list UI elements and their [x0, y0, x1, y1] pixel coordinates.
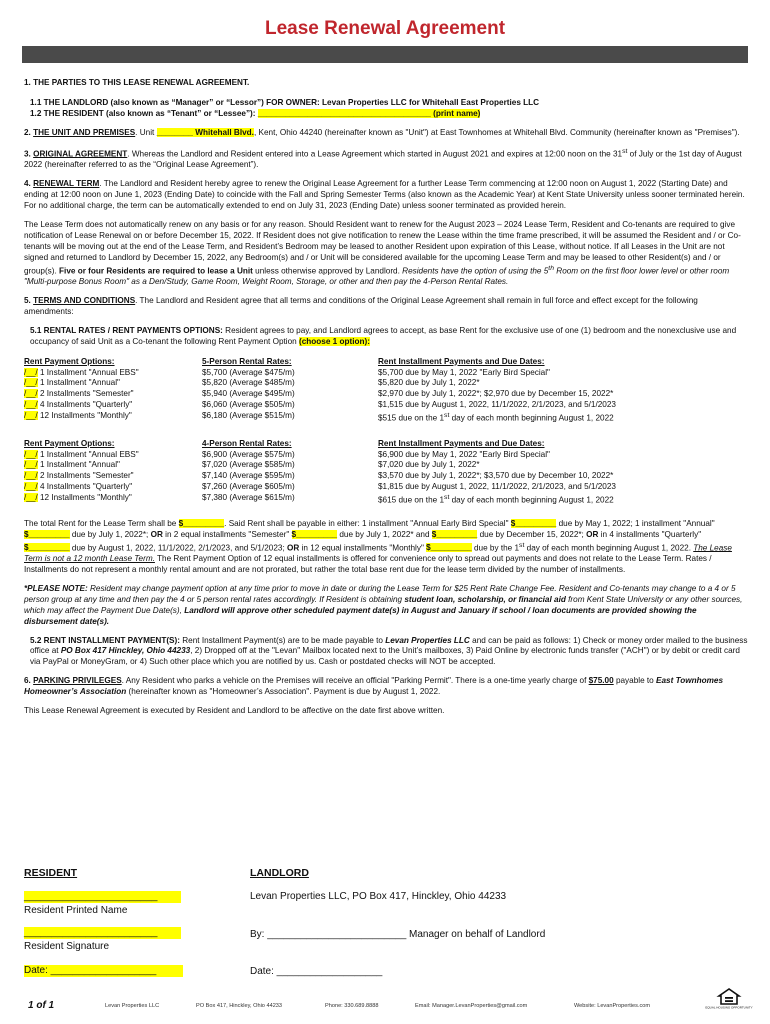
four-person-rate-table	[24, 439, 748, 515]
installment-cell: $2,970 due by July 1, 2022*; $2,970 due by December 15, 2022*	[378, 389, 614, 399]
rate-cell: $5,700 (Average $475/m)	[202, 367, 295, 377]
annual-ebs-blank[interactable]: $_________	[510, 518, 557, 528]
installment-cell: $1,815 due by August 1, 2022, 11/1/2022, 2/1/2023, and 5/1/2023	[378, 482, 616, 492]
installments5-header: Rent Installment Payments and Due Dates:	[378, 356, 545, 366]
page-title: Lease Renewal Agreement	[264, 18, 506, 39]
footer-email: Email: Manager.LevanProperties@gmail.com	[415, 1003, 528, 1009]
semester-blank-2[interactable]: $_________	[431, 529, 478, 539]
quarterly-blank[interactable]: $_________	[24, 543, 70, 553]
landlord-name: Levan Properties LLC, PO Box 417, Hinckley, Ohio 44233	[250, 891, 507, 902]
rates5-header: 5-Person Rental Rates:	[202, 356, 292, 366]
installment-cell: $6,900 due by May 1, 2022 "Early Bird Special"	[378, 449, 550, 459]
unit-blank[interactable]: ________ Whitehall Blvd.	[156, 127, 254, 137]
installments4-header: Rent Installment Payments and Due Dates:	[378, 438, 545, 448]
section-4-renewal-notice: The Lease Term does not automatically renew on any basis or for any reason. Should Resident want to renew for the August 2023 – 2024 Lease Term, Resident and Co-tenants are required to give notification of Lease Renewal on or before December 15, 2022. If Resident does not give notification to renew the Lease within the time frame prescribed, it will be assumed the Resident and / or Co-tenants will be moving out at the end of the Lease Term, and Resident’s Bedroom may be leased to another Resident upon expiration of this Lease, without notice. If all Leases in the Unit are not signed and returned to Landlord by December 15, 2022, any Bedroom(s) and / or Unit will be considered available for the upcoming Lease Term and may be leased to other Resident(s) and / or group(s). Five or four Residents are required to lease a Unit unless otherwise approved by Landlord. Residents have the option of using the 5th Room on the first floor lower level or other room "Multi-purpose Bonus Room" as a Den/Study, Game Room, Weight Room, Storage, or other and then pay the 4-Person Rental Rates.	[24, 219, 741, 287]
four-person-installments-column	[378, 439, 616, 504]
section-5-2: 5.2 RENT INSTALLMENT PAYMENT(S): Rent Installment Payment(s) are to be made payable to Levan Properties LLC and can be paid as follows: 1) Check or money order mailed to the business office at PO Box 417 Hinckley, Ohio 44233, 2) Dropped off at the "Levan" Mailbox located next to the Unit’s mailboxes, 3) Paid Online by electronic funds transfer ("ACH") or by debit or credit card via PayPal or MoneyGram, or 4) Such other place which you are notified by us. Cash or postdated checks will NOT be accepted.	[30, 635, 748, 667]
option-row[interactable]: /__/ 4 Installments "Quarterly"	[24, 482, 133, 492]
landlord-heading: LANDLORD	[250, 867, 309, 879]
payment-options-column	[24, 439, 139, 504]
resident-line: 1.2 THE RESIDENT (also known as “Tenant” or “Lessee”): ______________________________________ (print name)	[30, 108, 481, 118]
option-row[interactable]: /__/ 1 Installment "Annual"	[24, 378, 120, 388]
resident-printed-name-field[interactable]: ________________________	[24, 891, 181, 903]
printed-name-label: Resident Printed Name	[24, 905, 128, 916]
footer-website[interactable]: Website: LevanProperties.com	[574, 1003, 651, 1009]
option-row[interactable]: /__/ 4 Installments "Quarterly"	[24, 400, 133, 410]
option-row[interactable]: /__/ 2 Installments "Semester"	[24, 471, 134, 481]
footer-company: Levan Properties LLC	[105, 1003, 160, 1009]
section-4-heading: RENEWAL TERM	[33, 179, 100, 189]
option-row[interactable]: /__/ 12 Installments "Monthly"	[24, 411, 132, 421]
rate-cell: $6,180 (Average $515/m)	[202, 411, 295, 421]
four-person-rates-column	[202, 439, 295, 504]
options-header: Rent Payment Options:	[24, 356, 115, 366]
rate-cell: $5,940 (Average $495/m)	[202, 389, 295, 399]
resident-name-blank[interactable]: ______________________________________ (print name)	[257, 108, 481, 118]
section-6-heading: PARKING PRIVILEGES	[33, 676, 122, 686]
rate-cell: $7,140 (Average $595/m)	[202, 471, 295, 481]
installment-cell: $3,570 due by July 1, 2022*; $3,570 due by December 10, 2022*	[378, 471, 614, 481]
footer-address: PO Box 417, Hinckley, Ohio 44233	[196, 1003, 283, 1009]
section-6: 6. PARKING PRIVILEGES. Any Resident who parks a vehicle on the Premises will receive an official "Parking Permit". There is a one-time yearly charge of $75.00 payable to East Townhomes Homeowner’s Association (hereinafter known as "Homeowner’s Association". Payment is due by August 1, 2022.	[24, 676, 724, 697]
monthly-blank[interactable]: $_________	[426, 543, 472, 553]
rate-cell: $7,020 (Average $585/m)	[202, 460, 295, 470]
section-5-2-heading: 5.2 RENT INSTALLMENT PAYMENT(S):	[30, 635, 180, 645]
annual-blank[interactable]: $_________	[24, 529, 70, 539]
equal-housing-icon	[705, 988, 753, 1012]
option-row[interactable]: /__/ 1 Installment "Annual EBS"	[24, 367, 139, 377]
header-band	[22, 46, 748, 63]
option-row[interactable]: /__/ 12 Installments "Monthly"	[24, 493, 132, 503]
options-header: Rent Payment Options:	[24, 438, 115, 448]
installment-cell: $7,020 due by July 1, 2022*	[378, 460, 480, 470]
option-row[interactable]: /__/ 2 Installments "Semester"	[24, 389, 134, 399]
installment-cell: $5,820 due by July 1, 2022*	[378, 378, 480, 388]
option-row[interactable]: /__/ 1 Installment "Annual EBS"	[24, 449, 139, 459]
footer-phone: Phone: 330.689.8888	[325, 1003, 379, 1009]
rate-cell: $7,260 (Average $605/m)	[202, 482, 295, 492]
installment-cell: $1,515 due by August 1, 2022, 11/1/2022, 2/1/2023, and 5/1/2023	[378, 400, 616, 410]
total-rent-blank[interactable]: $_________	[178, 518, 225, 528]
section-5-1: 5.1 RENTAL RATES / RENT PAYMENTS OPTIONS: Resident agrees to pay, and Landlord agrees to accept, as base Rent for the exclusive use of one (1) bedroom and the nonexclusive use and occupancy of said Unit as a Co-tenant the following Rent Payment Option (choose 1 option):	[30, 325, 737, 346]
payment-options-column	[24, 357, 139, 422]
option-row[interactable]: /__/ 1 Installment "Annual"	[24, 460, 120, 470]
semester-blank-1[interactable]: $_________	[291, 529, 338, 539]
equal-housing-label: EQUAL HOUSING OPPORTUNITY	[705, 1005, 753, 1010]
section-5: 5. TERMS AND CONDITIONS. The Landlord and Resident agree that all terms and conditions of the Original Lease Agreement shall remain in full force and effect except for the following amendments:	[24, 296, 698, 316]
please-note: *PLEASE NOTE: Resident may change payment option at any time prior to move in date or during the Lease Term for $25 Rent Rate Change Fee. Resident and Co-tenants may change to a 4 or 5 person group at any time and then pay the 4 or 5 person rental rates accordingly. If Resident is obtaining student loan, scholarship, or financial aid from Kent State University or any other sources, which may affect the Payment Due Date(s), Landlord will approve other scheduled payment date(s) in August and January if school / loan documents are provided showing the disbursement date(s).	[24, 583, 743, 626]
rates4-header: 4-Person Rental Rates:	[202, 438, 292, 448]
document-body	[24, 78, 748, 717]
section-5-heading: TERMS AND CONDITIONS	[33, 296, 136, 306]
resident-signature-field[interactable]: ________________________	[24, 927, 181, 939]
installment-cell: $5,700 due by May 1, 2022 "Early Bird Special"	[378, 367, 550, 377]
section-1-heading: 1. THE PARTIES TO THIS LEASE RENEWAL AGREEMENT.	[24, 78, 250, 87]
five-person-installments-column	[378, 357, 616, 422]
rate-cell: $6,900 (Average $575/m)	[202, 449, 295, 459]
rate-cell: $5,820 (Average $485/m)	[202, 378, 295, 388]
landlord-line: 1.1 THE LANDLORD (also known as “Manager” or “Lessor”) FOR OWNER: Levan Properties LLC for Whitehall East Properties LLC	[30, 97, 540, 107]
total-rent-paragraph: The total Rent for the Lease Term shall be $_________. Said Rent shall be payable in either: 1 installment "Annual Early Bird Special" $_________ due by May 1, 2022; 1 installment "Annual" $_________ due by July 1, 2022*; OR in 2 equal installments "Semester" $_________ due by July 1, 2022* and $_________ due by December 15, 2022*; OR in 4 installments "Quarterly" $_________ due by August 1, 2022, 11/1/2022, 2/1/2023, and 5/1/2023; OR in 12 equal installments "Monthly" $_________ due by the 1st day of each month beginning August 1, 2022. The Lease Term is not a 12 month Lease Term. The Rent Payment Option of 12 equal installments is offered for convenience only to spread out payments and does not relate to the Lease Term. Rates / Installments do not represent a monthly rental amount and are not prorated, but rather the total base rent due for the lease term divided by the number of installments.	[24, 518, 732, 575]
signature-label: Resident Signature	[24, 941, 110, 952]
section-3-heading: ORIGINAL AGREEMENT	[33, 149, 128, 159]
resident-date-field[interactable]: Date: ___________________	[24, 965, 183, 977]
installment-cell: $515 due on the 1st day of each month beginning August 1, 2022	[378, 412, 614, 423]
execution-statement: This Lease Renewal Agreement is executed by Resident and Landlord to be affective on the date first above written.	[24, 706, 445, 716]
section-4: 4. RENEWAL TERM. The Landlord and Resident hereby agree to renew the Original Lease Agreement for a further Lease Term commencing at 12:00 noon on August 1, 2022 (Starting Date) and ending at 12:00 noon on June 1, 2023 (Ending Date) to coincide with the Fall and Spring Semester Terms (also known as the Academic Year) at Kent State University unless sooner terminated herein. For no additional charge, the term can be automatically extended to end on July 31, 2023 (Ending Date) unless sooner terminated as provided herein.	[24, 179, 745, 210]
section-5-1-heading: 5.1 RENTAL RATES / RENT PAYMENTS OPTIONS:	[30, 325, 223, 335]
five-person-rates-column	[202, 357, 295, 422]
manager-signature-line[interactable]: By: _________________________ Manager on behalf of Landlord	[250, 929, 546, 940]
choose-option-note: (choose 1 option):	[298, 336, 370, 346]
five-person-rate-table	[24, 357, 748, 433]
section-2-heading: THE UNIT AND PREMISES	[33, 127, 136, 137]
page-number: 1 of 1	[28, 1000, 55, 1011]
installment-cell: $615 due on the 1st day of each month beginning August 1, 2022	[378, 494, 614, 505]
landlord-date-field[interactable]: Date: ___________________	[250, 966, 383, 977]
resident-heading: RESIDENT	[24, 867, 78, 879]
section-3: 3. ORIGINAL AGREEMENT. Whereas the Landlord and Resident entered into a Lease Agreement which started in August 2021 and expires at 12:00 noon on the 31st of July or the 1st day of August 2022 (hereinafter referred to as the “Original Lease Agreement”).	[24, 147, 742, 170]
section-2: 2. THE UNIT AND PREMISES. Unit ________ Whitehall Blvd., Kent, Ohio 44240 (hereinafter known as "Unit") at East Townhomes at Whitehall Blvd. Community (hereinafter known as "Premises").	[24, 127, 740, 137]
rate-cell: $6,060 (Average $505/m)	[202, 400, 295, 410]
rate-cell: $7,380 (Average $615/m)	[202, 493, 295, 503]
page-footer	[0, 1000, 770, 1014]
